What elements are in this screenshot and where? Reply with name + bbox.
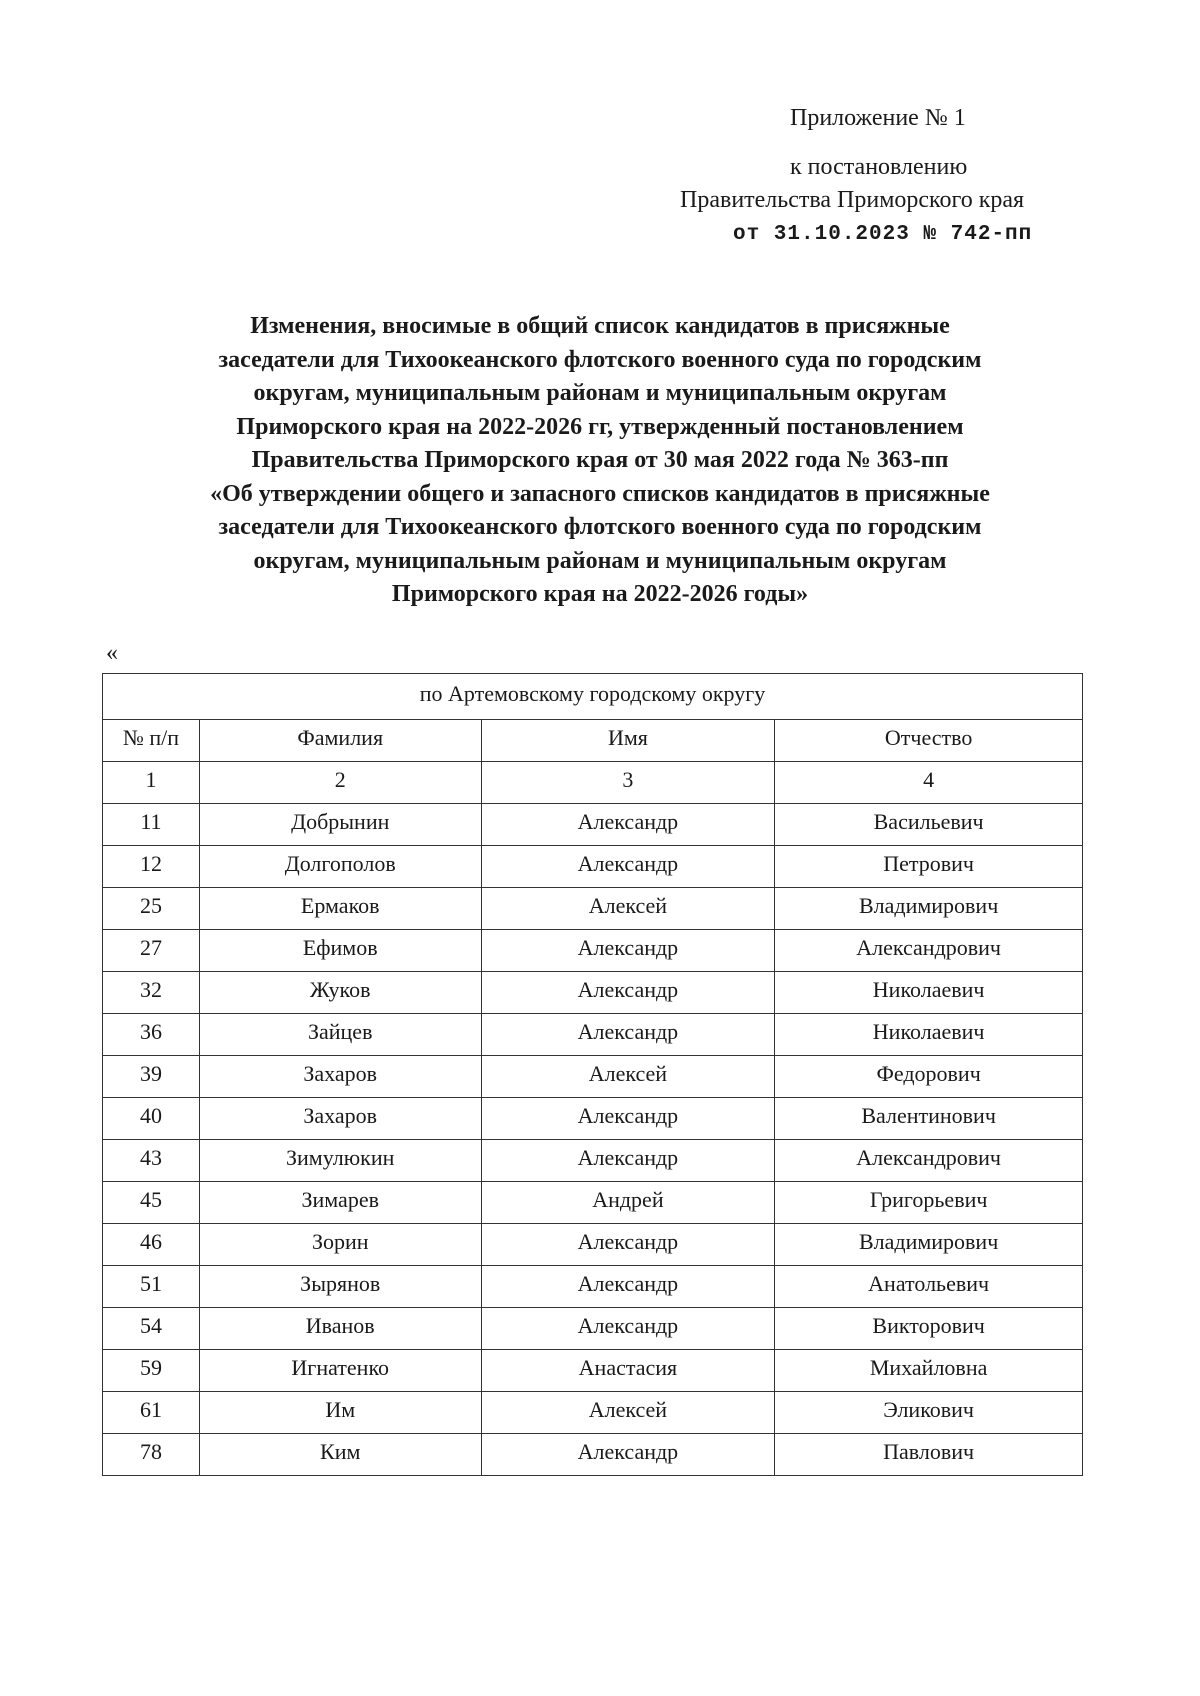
heading-line: Изменения, вносимые в общий список кандидатов в присяжные: [250, 313, 950, 339]
appendix-government: Правительства Приморского края: [680, 187, 1025, 213]
cell-number: 45: [103, 1182, 200, 1224]
cell-name: Александр: [481, 1266, 775, 1308]
table-row: [103, 1098, 1083, 1140]
cell-number: 61: [103, 1392, 200, 1434]
cell-name: Алексей: [481, 888, 775, 930]
cell-number: 12: [103, 846, 200, 888]
header-number: № п/п: [103, 720, 200, 762]
cell-patronymic: Александрович: [775, 1140, 1083, 1182]
cell-patronymic: Валентинович: [775, 1098, 1083, 1140]
cell-name: Александр: [481, 1014, 775, 1056]
cell-surname: Захаров: [199, 1098, 481, 1140]
cell-patronymic: Эликович: [775, 1392, 1083, 1434]
heading-line: Приморского края на 2022-2026 годы»: [391, 581, 809, 607]
header-name: Имя: [481, 720, 775, 762]
cell-surname: Зимулюкин: [199, 1140, 481, 1182]
table-header-row: [103, 720, 1083, 762]
table-caption-row: [103, 674, 1083, 720]
candidates-table: [102, 673, 1083, 1476]
cell-number: 43: [103, 1140, 200, 1182]
table-row: [103, 1056, 1083, 1098]
appendix-to-resolution: к постановлению: [790, 154, 968, 180]
cell-patronymic: Николаевич: [775, 1014, 1083, 1056]
column-number: 3: [481, 762, 775, 804]
cell-patronymic: Григорьевич: [775, 1182, 1083, 1224]
cell-surname: Зимарев: [199, 1182, 481, 1224]
cell-surname: Им: [199, 1392, 481, 1434]
cell-surname: Иванов: [199, 1308, 481, 1350]
table-row: [103, 804, 1083, 846]
cell-surname: Ефимов: [199, 930, 481, 972]
header-surname: Фамилия: [199, 720, 481, 762]
cell-name: Александр: [481, 930, 775, 972]
cell-number: 54: [103, 1308, 200, 1350]
cell-surname: Игнатенко: [199, 1350, 481, 1392]
table-row: [103, 888, 1083, 930]
table-caption: по Артемовскому городскому округу: [103, 674, 1083, 720]
heading-line: округам, муниципальным районам и муниципальным округам: [253, 547, 947, 574]
cell-name: Алексей: [481, 1056, 775, 1098]
column-number: 1: [103, 762, 200, 804]
cell-name: Алексей: [481, 1392, 775, 1434]
cell-name: Александр: [481, 846, 775, 888]
table-row: [103, 1350, 1083, 1392]
cell-surname: Долгополов: [199, 846, 481, 888]
column-number-row: [103, 762, 1083, 804]
cell-surname: Ким: [199, 1434, 481, 1476]
heading-line: заседатели для Тихоокеанского флотского военного суда по городским: [218, 514, 982, 540]
header-patronymic: Отчество: [775, 720, 1083, 762]
cell-surname: Зорин: [199, 1224, 481, 1266]
cell-surname: Захаров: [199, 1056, 481, 1098]
cell-number: 11: [103, 804, 200, 846]
heading-line: округам, муниципальным районам и муниципальным округам: [253, 380, 947, 406]
cell-patronymic: Федорович: [775, 1056, 1083, 1098]
cell-name: Анастасия: [481, 1350, 775, 1392]
cell-patronymic: Владимирович: [775, 1224, 1083, 1266]
document-heading: [100, 310, 1100, 612]
table-row: [103, 930, 1083, 972]
cell-name: Александр: [481, 1224, 775, 1266]
cell-patronymic: Михайловна: [775, 1350, 1083, 1392]
cell-number: 40: [103, 1098, 200, 1140]
cell-number: 27: [103, 930, 200, 972]
cell-surname: Зырянов: [199, 1266, 481, 1308]
table-row: [103, 1434, 1083, 1476]
table-row: [103, 1140, 1083, 1182]
heading-line: «Об утверждении общего и запасного списков кандидатов в присяжные: [210, 480, 990, 507]
cell-patronymic: Николаевич: [775, 972, 1083, 1014]
table-row: [103, 1392, 1083, 1434]
cell-number: 46: [103, 1224, 200, 1266]
cell-name: Александр: [481, 1434, 775, 1476]
heading-line: Правительства Приморского края от 30 мая 2022 года № 363-пп: [251, 447, 949, 473]
cell-number: 39: [103, 1056, 200, 1098]
cell-surname: Ермаков: [199, 888, 481, 930]
open-quote-mark: «: [106, 640, 118, 666]
table-row: [103, 1014, 1083, 1056]
cell-surname: Зайцев: [199, 1014, 481, 1056]
cell-name: Александр: [481, 972, 775, 1014]
table-row: [103, 846, 1083, 888]
cell-surname: Жуков: [199, 972, 481, 1014]
appendix-date-number: от 31.10.2023 № 742-пп: [733, 223, 1033, 246]
cell-patronymic: Александрович: [775, 930, 1083, 972]
cell-patronymic: Анатольевич: [775, 1266, 1083, 1308]
cell-name: Александр: [481, 1308, 775, 1350]
table-row: [103, 1182, 1083, 1224]
cell-number: 51: [103, 1266, 200, 1308]
cell-number: 32: [103, 972, 200, 1014]
appendix-title: Приложение № 1: [790, 105, 966, 131]
heading-line: Приморского края на 2022-2026 гг, утвержденный постановлением: [236, 413, 964, 440]
cell-number: 78: [103, 1434, 200, 1476]
table-row: [103, 972, 1083, 1014]
cell-patronymic: Владимирович: [775, 888, 1083, 930]
cell-name: Андрей: [481, 1182, 775, 1224]
cell-surname: Добрынин: [199, 804, 481, 846]
column-number: 2: [199, 762, 481, 804]
heading-line: заседатели для Тихоокеанского флотского военного суда по городским: [218, 346, 982, 373]
cell-patronymic: Васильевич: [775, 804, 1083, 846]
cell-patronymic: Петрович: [775, 846, 1083, 888]
cell-name: Александр: [481, 1140, 775, 1182]
candidates-table-body: [103, 674, 1083, 1476]
cell-name: Александр: [481, 804, 775, 846]
column-number: 4: [775, 762, 1083, 804]
table-row: [103, 1224, 1083, 1266]
cell-number: 59: [103, 1350, 200, 1392]
cell-number: 25: [103, 888, 200, 930]
cell-name: Александр: [481, 1098, 775, 1140]
cell-patronymic: Викторович: [775, 1308, 1083, 1350]
cell-patronymic: Павлович: [775, 1434, 1083, 1476]
cell-number: 36: [103, 1014, 200, 1056]
table-row: [103, 1266, 1083, 1308]
table-row: [103, 1308, 1083, 1350]
